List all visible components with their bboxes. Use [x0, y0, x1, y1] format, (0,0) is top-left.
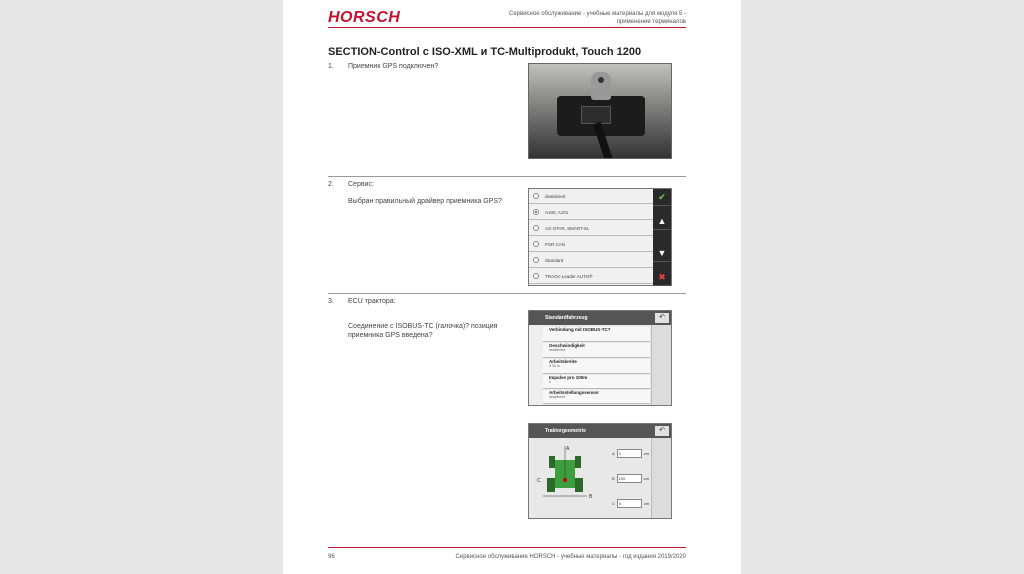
- radio-icon: [533, 225, 539, 231]
- horsch-logo: HORSCH: [328, 9, 401, 26]
- driver-option[interactable]: deaktiviert: [529, 189, 653, 204]
- step-3-question: Соединение с ISOBUS-TC (галочка)? позиция приемника GPS введена?: [348, 323, 498, 339]
- driver-side-bar: [653, 189, 671, 285]
- screen-title: Standardfahrzeug: [529, 311, 671, 325]
- arrow-down-icon[interactable]: ▼: [653, 245, 671, 262]
- geometry-field-b[interactable]: B 100 cm: [612, 475, 650, 481]
- setting-row[interactable]: Impulse pro 100m 0: [543, 375, 650, 389]
- diagram-label-c: C: [537, 478, 541, 484]
- radio-icon: [533, 257, 539, 263]
- gps-driver-list: [528, 188, 672, 286]
- screen-side-column: [651, 325, 671, 405]
- page-title: SECTION-Control с ISO-XML и TC-Multiprodukt, Touch 1200: [328, 46, 642, 58]
- page-number: 96: [328, 554, 335, 560]
- diagram-label-a: A: [566, 446, 570, 452]
- header-line-2: применение терминалов: [616, 19, 686, 25]
- footer-text: Сервисное обслуживание HORSCH - учебные материалы - год издания 2019/2020: [455, 554, 686, 560]
- radio-icon: [533, 273, 539, 279]
- arrow-up-icon[interactable]: ▲: [653, 213, 671, 230]
- screen-title: Traktorgeometrie: [529, 424, 671, 438]
- driver-option[interactable]: A100, A101: [529, 205, 653, 220]
- driver-option[interactable]: Standard: [529, 253, 653, 268]
- step-1-text: Приемник GPS подключен?: [348, 63, 439, 70]
- tractor-geometry-screen: [528, 423, 672, 519]
- close-icon[interactable]: ✖: [653, 269, 671, 286]
- check-icon[interactable]: ✔: [653, 189, 671, 206]
- setting-row[interactable]: Arbeitsbreite 0.00 m: [543, 359, 650, 374]
- tractor-diagram: [533, 442, 603, 512]
- diagram-label-b: B: [589, 494, 593, 500]
- step-2-number: 2.: [328, 181, 334, 188]
- step-3-number: 3.: [328, 298, 334, 305]
- radio-icon: [533, 241, 539, 247]
- vehicle-settings-screen: [528, 310, 672, 406]
- step-2-text: Сервис:: [348, 181, 374, 188]
- step-3-text: ECU трактора:: [348, 298, 396, 305]
- step-2-question: Выбран правильный драйвер приемника GPS?: [348, 198, 502, 205]
- step-1-number: 1.: [328, 63, 334, 70]
- driver-option[interactable]: PSR CAN: [529, 237, 653, 252]
- document-page: [283, 0, 741, 574]
- divider-2: [328, 293, 686, 294]
- header-divider: [328, 27, 686, 28]
- left-icon-column: [529, 325, 543, 405]
- driver-option[interactable]: AG-STAR, SMART-6L: [529, 221, 653, 236]
- back-icon[interactable]: ↶: [655, 426, 669, 436]
- divider-1: [328, 176, 686, 177]
- header-line-1: Сервисное обслуживание - учебные материалы для модуля 5 -: [509, 11, 686, 17]
- back-icon[interactable]: ↶: [655, 313, 669, 323]
- geometry-field-a[interactable]: A 0 cm: [612, 450, 650, 456]
- setting-row[interactable]: Verbindung mit ISOBUS-TC?: [543, 327, 650, 342]
- footer-divider: [328, 547, 686, 548]
- setting-row[interactable]: Arbeitsstellungssensor deaktiviert: [543, 390, 650, 404]
- radio-icon: [533, 193, 539, 199]
- header-text: [509, 10, 686, 26]
- radio-selected-icon: [533, 209, 539, 215]
- setting-row[interactable]: Geschwindigkeit deaktiviert: [543, 343, 650, 358]
- driver-option[interactable]: TRACK-Leader AUTO®: [529, 269, 653, 284]
- gps-receiver-photo: [528, 63, 672, 159]
- geometry-field-c[interactable]: C 0 cm: [612, 500, 650, 506]
- screen-side-column: [651, 438, 671, 518]
